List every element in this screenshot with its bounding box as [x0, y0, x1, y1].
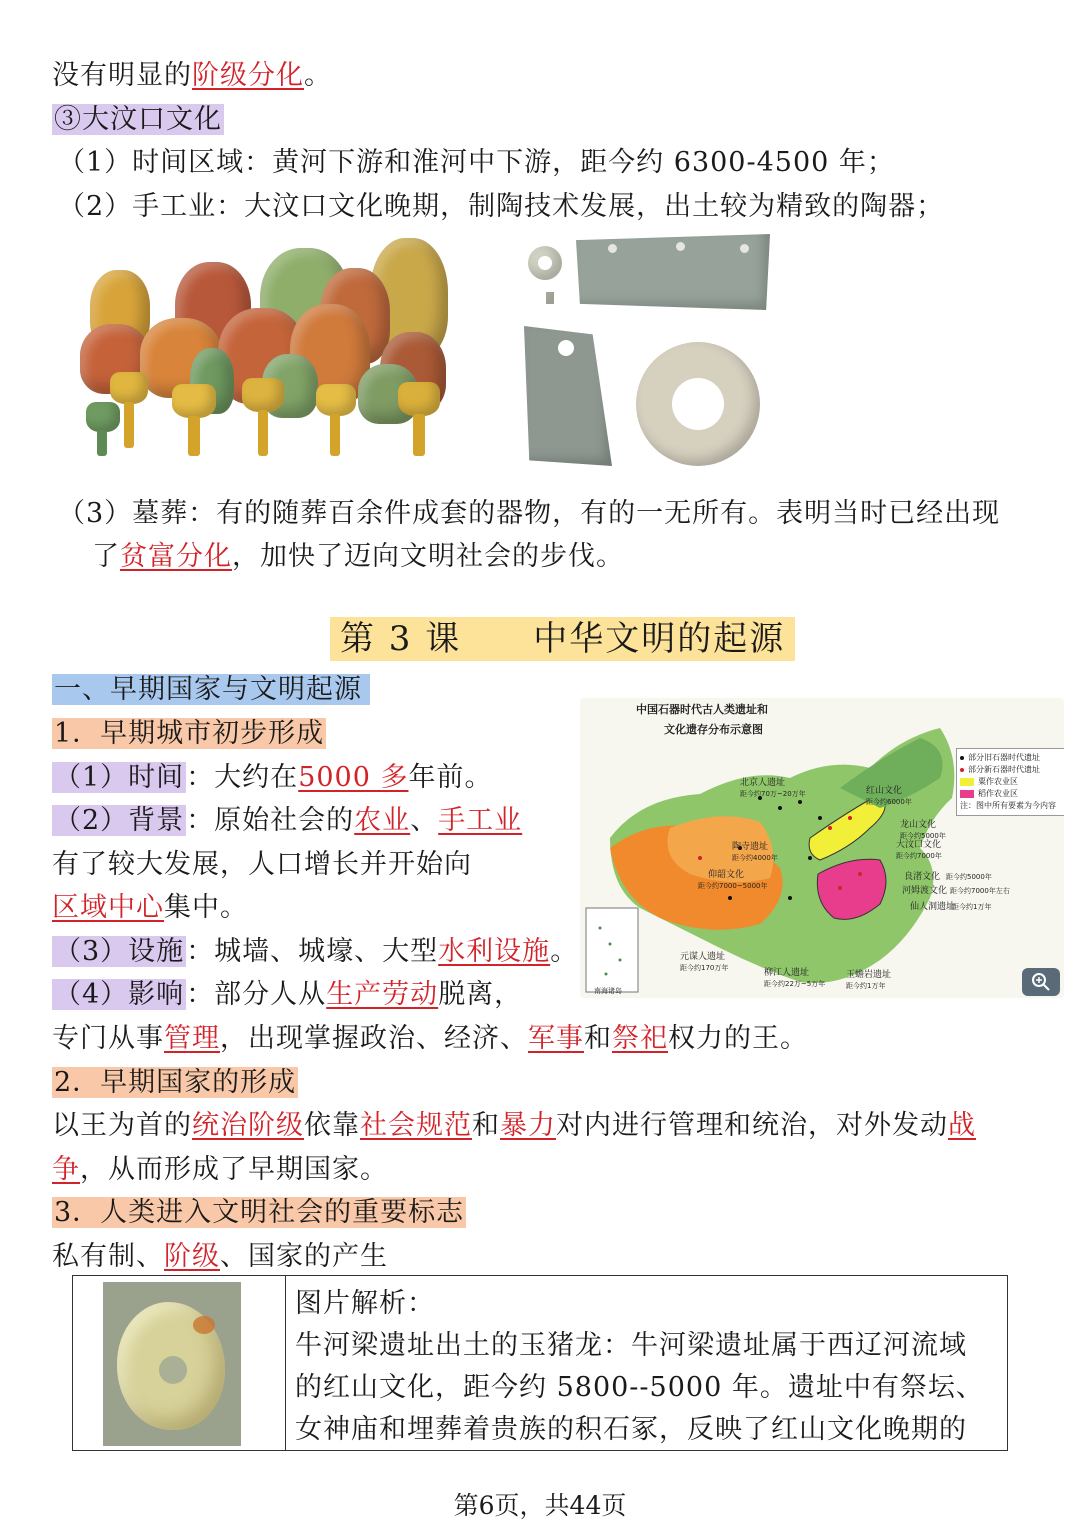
map-graphic — [580, 698, 1064, 998]
keyword-class-division: 阶级分化 — [192, 60, 304, 91]
text-line-ruling-class: 以王为首的统治阶级依靠社会规范和暴力对内进行管理和统治，对外发动战 — [52, 1110, 976, 1141]
magnifier-icon — [1031, 972, 1051, 992]
jade-pig-dragon-image — [73, 1276, 286, 1450]
lesson-title: 第 3 课 中华文明的起源 — [330, 612, 795, 666]
analysis-line-3: 女神庙和埋葬着贵族的积石冢，反映了红山文化晚期的 — [295, 1414, 967, 1445]
analysis-heading: 图片解析： — [295, 1288, 435, 1319]
analysis-line-1: 牛河梁遗址出土的玉猪龙：牛河梁遗址属于西辽河流域 — [295, 1330, 967, 1361]
text-line-private-ownership: 私有制、阶级、国家的产生 — [52, 1241, 388, 1272]
pottery-image — [80, 234, 452, 460]
text-line-time: （1）时间：大约在5000 多年前。 — [54, 762, 493, 793]
prehistoric-sites-map: 中国石器时代古人类遗址和 文化遗存分布示意图 部分旧石器时代遗址 部分新石器时代遗址 粟作农业区 稻作农业区 注：图中所有要素为今内容 北京人遗址 距今约70万~20万年 红山文化 距今约6000年 龙山文化 距今约5000年 大汶口文化 距今约7000年 陶寺遗址 距今约4000年 仰韶文化 距今约7000~5000年 良渚文化 距今约5000年 河姆渡文化 距今约7000年左右 仙人洞遗址 距今约1万年 元谋人遗址 距今约170万年 柳江人遗址 距今约22万~5万年 玉蟾岩遗址 距今约1万年 南海诸岛 — [580, 698, 1064, 998]
section-heading-early-states: 一、早期国家与文明起源 — [52, 670, 370, 710]
image-analysis-table — [72, 1275, 1008, 1451]
text-line-war: 争，从而形成了早期国家。 — [52, 1154, 388, 1185]
zoom-icon[interactable] — [1022, 968, 1060, 996]
heading-dawenkou: ③大汶口文化 — [54, 104, 222, 135]
text-line-wealth-division: 了贫富分化，加快了迈向文明社会的步伐。 — [92, 541, 624, 572]
subheading-early-state-formation: 2．早期国家的形成 — [54, 1067, 297, 1098]
page-number: 第6页，共44页 — [453, 1491, 627, 1520]
text-line-regional-center: 区域中心集中。 — [52, 892, 248, 923]
text-line-class-division: 没有明显的阶级分化。 — [52, 60, 332, 91]
text-line-king: 专门从事管理，出现掌握政治、经济、军事和祭祀权力的王。 — [52, 1023, 808, 1054]
text-line-influence: （4）影响：部分人从生产劳动脱离， — [54, 979, 523, 1010]
keyword-wealth-division: 贫富分化 — [120, 541, 232, 572]
map-legend: 部分旧石器时代遗址 部分新石器时代遗址 粟作农业区 稻作农业区 注：图中所有要素为今内容 — [956, 748, 1064, 816]
jade-artifacts-image — [524, 232, 776, 468]
text-line-time-region: （1）时间区域：黄河下游和淮河中下游，距今约 6300-4500 年； — [58, 147, 895, 178]
text-line-burial: （3）墓葬：有的随葬百余件成套的器物，有的一无所有。表明当时已经出现 — [58, 498, 1001, 529]
subheading-early-cities: 1．早期城市初步形成 — [54, 718, 325, 749]
analysis-line-2: 的红山文化，距今约 5800--5000 年。遗址中有祭坛、 — [295, 1372, 984, 1403]
text-line-handicraft: （2）手工业：大汶口文化晚期，制陶技术发展，出土较为精致的陶器； — [58, 191, 945, 222]
text-line-population: 有了较大发展，人口增长并开始向 — [52, 849, 472, 880]
text-line-facilities: （3）设施：城墙、城壕、大型水利设施。 — [54, 936, 579, 967]
subheading-civilization-markers: 3．人类进入文明社会的重要标志 — [54, 1197, 465, 1228]
text-line-background: （2）背景：原始社会的农业、手工业 — [54, 805, 523, 836]
